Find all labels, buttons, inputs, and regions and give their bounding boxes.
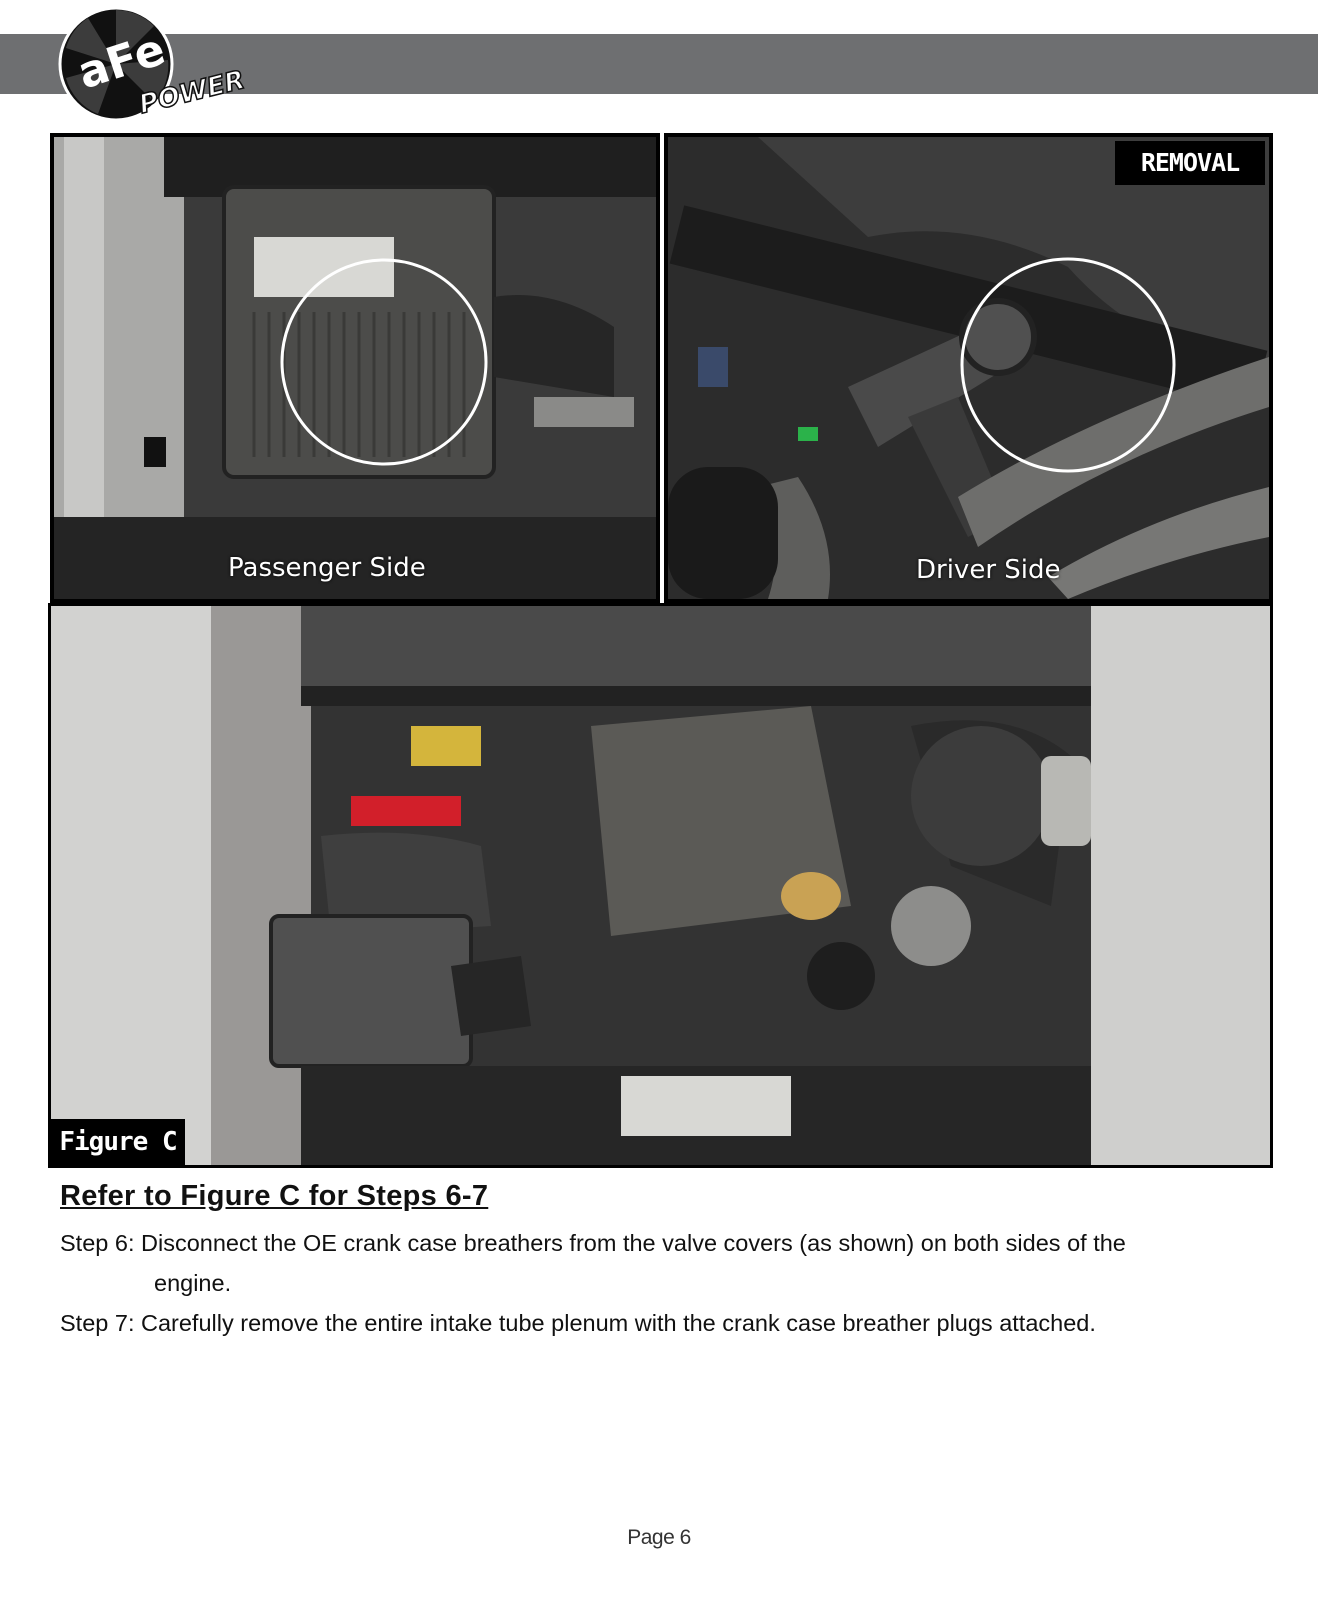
driver-side-photo: [664, 133, 1273, 603]
logo-subtext: POWER: [136, 65, 248, 121]
figure-c-label: Figure C: [51, 1119, 185, 1165]
driver-side-caption: Driver Side: [916, 555, 1061, 585]
removal-label: REMOVAL: [1115, 141, 1265, 185]
page-number: Page 6: [627, 1526, 691, 1549]
step-6-line-1: Step 6: Disconnect the OE crank case breathers from the valve covers (as shown) on both sides of the: [60, 1230, 1126, 1256]
engine-bay-photo: [48, 603, 1273, 1168]
step-7: Step 7: Carefully remove the entire intake tube plenum with the crank case breather plugs attached.: [60, 1310, 1096, 1336]
afe-power-logo: [58, 4, 258, 124]
logo-text: aFe: [71, 23, 172, 100]
passenger-side-photo: [50, 133, 660, 603]
passenger-side-caption: Passenger Side: [228, 553, 426, 583]
step-6-line-2: engine.: [154, 1270, 232, 1296]
section-heading: Refer to Figure C for Steps 6-7: [60, 1180, 489, 1212]
instructions: [60, 1180, 1280, 1343]
